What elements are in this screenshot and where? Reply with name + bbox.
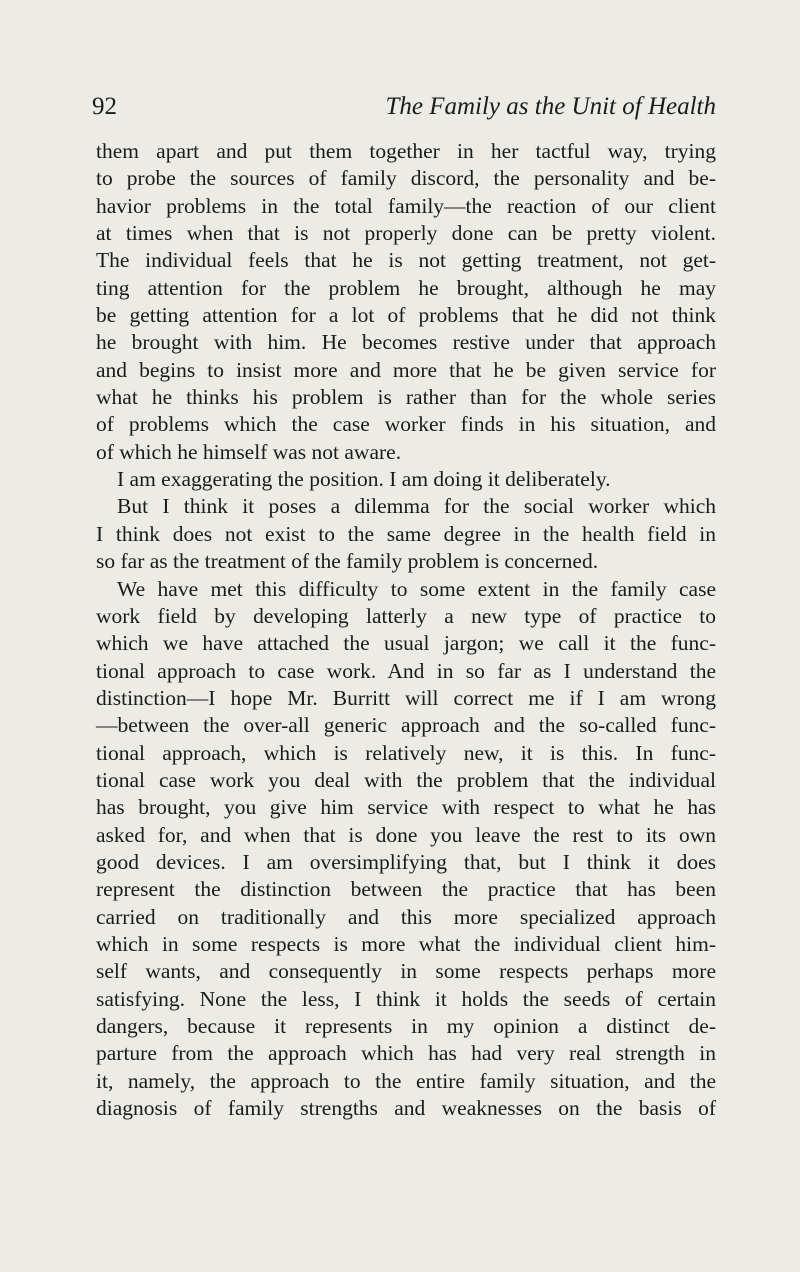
text-line: good devices. I am oversimplifying that, but I think it does — [96, 849, 716, 874]
running-head: The Family as the Unit of Health — [385, 93, 716, 120]
text-line: be getting attention for a lot of problems that he did not think — [96, 303, 716, 328]
paragraph — [96, 493, 716, 575]
text-line: he brought with him. He becomes restive under that approach — [96, 330, 716, 355]
text-line: which we have attached the usual jargon; we call it the func- — [96, 631, 716, 656]
text-line: of problems which the case worker finds in his situation, and — [96, 412, 716, 437]
text-line: diagnosis of family strengths and weaknesses on the basis of — [96, 1096, 716, 1121]
text-line: what he thinks his problem is rather than for the whole series — [96, 385, 716, 410]
page-header — [92, 92, 716, 124]
text-line: tional approach to case work. And in so far as I understand the — [96, 658, 716, 683]
text-line: which in some respects is more what the individual client him- — [96, 931, 716, 956]
text-line: I am exaggerating the position. I am doing it deliberately. — [117, 467, 611, 492]
text-line: has brought, you give him service with respect to what he has — [96, 795, 716, 820]
text-line: tional approach, which is relatively new, it is this. In func- — [96, 740, 716, 765]
text-line: The individual feels that he is not getting treatment, not get- — [96, 248, 716, 273]
text-line: We have met this difficulty to some extent in the family case — [117, 576, 716, 601]
text-line: parture from the approach which has had very real strength in — [96, 1041, 716, 1066]
text-line: to probe the sources of family discord, the personality and be- — [96, 166, 716, 191]
text-line: tional case work you deal with the problem that the individual — [96, 767, 716, 792]
text-line: it, namely, the approach to the entire family situation, and the — [96, 1068, 716, 1093]
paragraph — [96, 576, 716, 1123]
text-line: But I think it poses a dilemma for the social worker which — [117, 494, 716, 519]
text-line: them apart and put them together in her tactful way, trying — [96, 139, 716, 163]
paragraph — [96, 466, 716, 493]
text-line: satisfying. None the less, I think it holds the seeds of certain — [96, 986, 716, 1011]
page-number: 92 — [92, 93, 117, 120]
text-line: —between the over-all generic approach and the so-called func- — [96, 713, 716, 738]
body-text — [96, 138, 716, 1122]
text-line: and begins to insist more and more that he be given service for — [96, 357, 716, 382]
text-line: ting attention for the problem he brought, although he may — [96, 275, 716, 300]
text-line: work field by developing latterly a new type of practice to — [96, 603, 716, 628]
text-line: at times when that is not properly done can be pretty violent. — [96, 221, 716, 246]
paragraph — [96, 138, 716, 466]
text-line: self wants, and consequently in some respects perhaps more — [96, 959, 716, 984]
text-line: asked for, and when that is done you leave the rest to its own — [96, 822, 716, 847]
text-line: I think does not exist to the same degree in the health field in — [96, 521, 716, 546]
text-line: carried on traditionally and this more specialized approach — [96, 904, 716, 929]
text-line: so far as the treatment of the family problem is concerned. — [96, 549, 599, 574]
text-line: havior problems in the total family—the reaction of our client — [96, 193, 716, 218]
text-line: represent the distinction between the practice that has been — [96, 877, 716, 902]
text-line: dangers, because it represents in my opinion a distinct de- — [96, 1014, 716, 1038]
text-line: distinction—I hope Mr. Burritt will correct me if I am wrong — [96, 685, 716, 710]
text-line: of which he himself was not aware. — [96, 439, 402, 464]
